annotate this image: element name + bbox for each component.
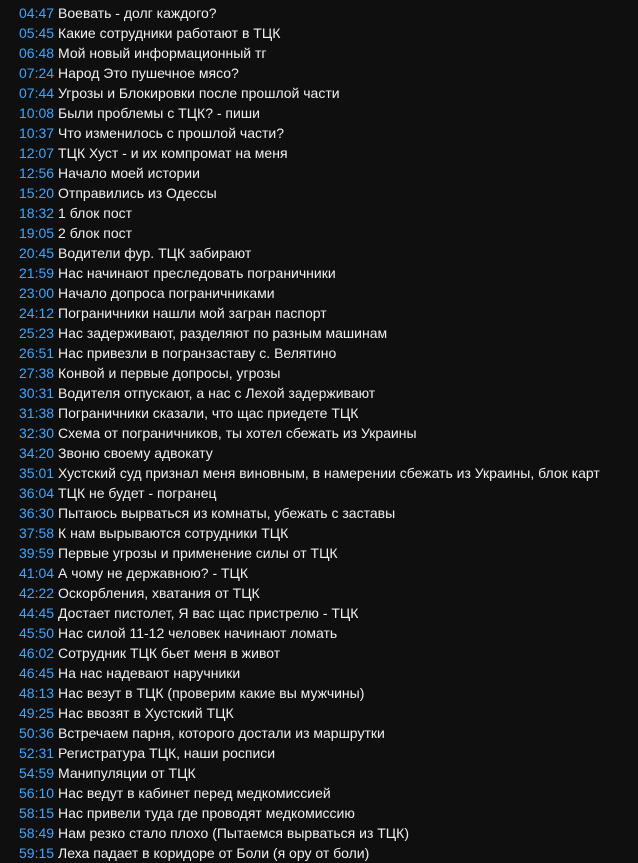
chapter-title: 2 блок пост bbox=[58, 225, 133, 241]
chapter-timestamp-link[interactable]: 18:32 bbox=[19, 205, 55, 221]
chapter-row bbox=[19, 223, 638, 243]
chapter-timestamp-link[interactable]: 58:49 bbox=[19, 825, 55, 841]
chapter-row bbox=[19, 3, 638, 23]
chapter-timestamp-link[interactable]: 20:45 bbox=[19, 245, 55, 261]
chapter-title: Воевать - долг каждого? bbox=[58, 5, 217, 21]
chapter-row bbox=[19, 583, 638, 603]
chapter-title: Схема от пограничников, ты хотел сбежать из Украины bbox=[58, 425, 417, 441]
chapter-timestamp-link[interactable]: 04:47 bbox=[19, 5, 55, 21]
chapter-row bbox=[19, 623, 638, 643]
chapter-row bbox=[19, 63, 638, 83]
chapter-row bbox=[19, 383, 638, 403]
chapter-timestamp-link[interactable]: 26:51 bbox=[19, 345, 55, 361]
chapter-row bbox=[19, 123, 638, 143]
chapter-timestamp-link[interactable]: 50:36 bbox=[19, 725, 55, 741]
chapter-timestamp-link[interactable]: 12:56 bbox=[19, 165, 55, 181]
chapter-title: Достает пистолет, Я вас щас пристрелю - ТЦК bbox=[58, 605, 359, 621]
chapter-timestamp-link[interactable]: 39:59 bbox=[19, 545, 55, 561]
chapter-timestamp-link[interactable]: 30:31 bbox=[19, 385, 55, 401]
chapter-timestamp-link[interactable]: 45:50 bbox=[19, 625, 55, 641]
chapter-title: Нас силой 11-12 человек начинают ломать bbox=[58, 625, 338, 641]
chapter-timestamp-link[interactable]: 21:59 bbox=[19, 265, 55, 281]
chapter-row bbox=[19, 563, 638, 583]
chapter-timestamp-link[interactable]: 36:04 bbox=[19, 485, 55, 501]
chapter-title: Пытаюсь вырваться из комнаты, убежать с заставы bbox=[58, 505, 396, 521]
chapter-timestamp-link[interactable]: 49:25 bbox=[19, 705, 55, 721]
chapter-title: Хустский суд признал меня виновным, в намерении сбежать из Украины, блок карт bbox=[58, 465, 600, 481]
chapter-title: Оскорбления, хватания от ТЦК bbox=[58, 585, 260, 601]
chapter-row bbox=[19, 783, 638, 803]
chapter-row bbox=[19, 103, 638, 123]
chapter-title: Нам резко стало плохо (Пытаемся вырваться из ТЦК) bbox=[58, 825, 409, 841]
chapter-timestamp-link[interactable]: 34:20 bbox=[19, 445, 55, 461]
chapter-title: Мой новый информационный тг bbox=[58, 45, 267, 61]
chapter-row bbox=[19, 183, 638, 203]
chapter-title: Нас привезли в погранзаставу с. Велятино bbox=[58, 345, 337, 361]
chapter-title: 1 блок пост bbox=[58, 205, 133, 221]
chapter-timestamp-link[interactable]: 24:12 bbox=[19, 305, 55, 321]
chapter-timestamp-link[interactable]: 10:08 bbox=[19, 105, 55, 121]
chapter-title: Нас задерживают, разделяют по разным машинам bbox=[58, 325, 388, 341]
chapter-title: Народ Это пушечное мясо? bbox=[58, 65, 239, 81]
chapter-row bbox=[19, 503, 638, 523]
chapter-timestamp-link[interactable]: 37:58 bbox=[19, 525, 55, 541]
chapter-row bbox=[19, 843, 638, 863]
chapter-title: На нас надевают наручники bbox=[58, 665, 241, 681]
chapter-timestamp-link[interactable]: 41:04 bbox=[19, 565, 55, 581]
chapter-timestamp-link[interactable]: 07:24 bbox=[19, 65, 55, 81]
chapter-row bbox=[19, 263, 638, 283]
chapter-row bbox=[19, 743, 638, 763]
chapter-row bbox=[19, 163, 638, 183]
chapter-row bbox=[19, 23, 638, 43]
chapter-title: Что изменилось с прошлой части? bbox=[58, 125, 285, 141]
chapter-timestamp-link[interactable]: 19:05 bbox=[19, 225, 55, 241]
chapter-title: Начало моей истории bbox=[58, 165, 200, 181]
chapter-title: Какие сотрудники работают в ТЦК bbox=[58, 25, 281, 41]
chapter-row bbox=[19, 603, 638, 623]
chapter-title: Нас привели туда где проводят медкомиссию bbox=[58, 805, 355, 821]
chapter-title: Нас везут в ТЦК (проверим какие вы мужчины) bbox=[58, 685, 365, 701]
chapter-timestamp-link[interactable]: 23:00 bbox=[19, 285, 55, 301]
chapter-row bbox=[19, 243, 638, 263]
chapter-row bbox=[19, 143, 638, 163]
chapter-title: Встречаем парня, которого достали из маршрутки bbox=[58, 725, 385, 741]
chapter-title: Сотрудник ТЦК бьет меня в живот bbox=[58, 645, 281, 661]
chapter-timestamp-link[interactable]: 48:13 bbox=[19, 685, 55, 701]
chapter-title: Нас начинают преследовать пограничники bbox=[58, 265, 336, 281]
chapter-title: Начало допроса пограничниками bbox=[58, 285, 275, 301]
chapter-row bbox=[19, 403, 638, 423]
chapter-row bbox=[19, 323, 638, 343]
chapter-row bbox=[19, 203, 638, 223]
chapter-row bbox=[19, 683, 638, 703]
chapter-timestamp-link[interactable]: 31:38 bbox=[19, 405, 55, 421]
chapter-timestamp-link[interactable]: 12:07 bbox=[19, 145, 55, 161]
chapter-title: ТЦК Хуст - и их компромат на меня bbox=[58, 145, 288, 161]
chapter-row bbox=[19, 723, 638, 743]
chapter-title: Первые угрозы и применение силы от ТЦК bbox=[58, 545, 338, 561]
chapter-row bbox=[19, 343, 638, 363]
chapter-timestamp-link[interactable]: 54:59 bbox=[19, 765, 55, 781]
chapter-title: Пограничники сказали, что щас приедете ТЦК bbox=[58, 405, 359, 421]
chapter-timestamp-link[interactable]: 35:01 bbox=[19, 465, 55, 481]
chapter-title: Отправились из Одессы bbox=[58, 185, 217, 201]
chapter-title: А чому не державною? - ТЦК bbox=[58, 565, 249, 581]
chapter-title: Леха падает в коридоре от Боли (я ору от боли) bbox=[58, 845, 370, 861]
chapter-row bbox=[19, 803, 638, 823]
chapter-title: Нас ведут в кабинет перед медкомиссией bbox=[58, 785, 331, 801]
chapter-timestamp-link[interactable]: 07:44 bbox=[19, 85, 55, 101]
chapter-row bbox=[19, 823, 638, 843]
chapter-title: Звоню своему адвокату bbox=[58, 445, 213, 461]
chapter-title: Конвой и первые допросы, угрозы bbox=[58, 365, 281, 381]
chapter-row bbox=[19, 523, 638, 543]
chapter-timestamp-link[interactable]: 46:02 bbox=[19, 645, 55, 661]
chapter-title: К нам вырываются сотрудники ТЦК bbox=[58, 525, 289, 541]
chapter-row bbox=[19, 363, 638, 383]
chapter-timestamp-link[interactable]: 44:45 bbox=[19, 605, 55, 621]
chapter-title: Пограничники нашли мой загран паспорт bbox=[58, 305, 327, 321]
chapter-title: Манипуляции от ТЦК bbox=[58, 765, 196, 781]
chapter-row bbox=[19, 643, 638, 663]
chapter-timestamp-link[interactable]: 59:15 bbox=[19, 845, 55, 861]
chapter-row bbox=[19, 463, 638, 483]
chapter-timestamp-link[interactable]: 56:10 bbox=[19, 785, 55, 801]
chapter-row bbox=[19, 443, 638, 463]
chapter-timestamp-link[interactable]: 42:22 bbox=[19, 585, 55, 601]
chapter-title: Водители фур. ТЦК забирают bbox=[58, 245, 252, 261]
chapter-row bbox=[19, 663, 638, 683]
chapter-title: ТЦК не будет - погранец bbox=[58, 485, 217, 501]
chapter-title: Были проблемы с ТЦК? - пиши bbox=[58, 105, 260, 121]
chapter-row bbox=[19, 303, 638, 323]
chapter-row bbox=[19, 43, 638, 63]
chapter-timestamp-link[interactable]: 10:37 bbox=[19, 125, 55, 141]
chapter-timestamp-link[interactable]: 15:20 bbox=[19, 185, 55, 201]
chapter-timestamp-link[interactable]: 25:23 bbox=[19, 325, 55, 341]
chapter-timestamp-link[interactable]: 58:15 bbox=[19, 805, 55, 821]
chapter-title: Угрозы и Блокировки после прошлой части bbox=[58, 85, 340, 101]
chapter-title: Водителя отпускают, а нас с Лехой задерживают bbox=[58, 385, 376, 401]
chapter-timestamp-link[interactable]: 36:30 bbox=[19, 505, 55, 521]
chapter-timestamp-link[interactable]: 27:38 bbox=[19, 365, 55, 381]
chapter-list bbox=[19, 3, 638, 863]
chapter-row bbox=[19, 543, 638, 563]
chapter-title: Нас ввозят в Хустский ТЦК bbox=[58, 705, 234, 721]
chapter-row bbox=[19, 83, 638, 103]
chapter-row bbox=[19, 483, 638, 503]
chapter-row bbox=[19, 703, 638, 723]
chapter-timestamp-link[interactable]: 32:30 bbox=[19, 425, 55, 441]
chapter-row bbox=[19, 423, 638, 443]
chapter-timestamp-link[interactable]: 52:31 bbox=[19, 745, 55, 761]
chapter-timestamp-link[interactable]: 06:48 bbox=[19, 45, 55, 61]
chapter-title: Регистратура ТЦК, наши росписи bbox=[58, 745, 276, 761]
chapter-timestamp-link[interactable]: 46:45 bbox=[19, 665, 55, 681]
chapter-row bbox=[19, 763, 638, 783]
chapter-timestamp-link[interactable]: 05:45 bbox=[19, 25, 55, 41]
chapter-row bbox=[19, 283, 638, 303]
